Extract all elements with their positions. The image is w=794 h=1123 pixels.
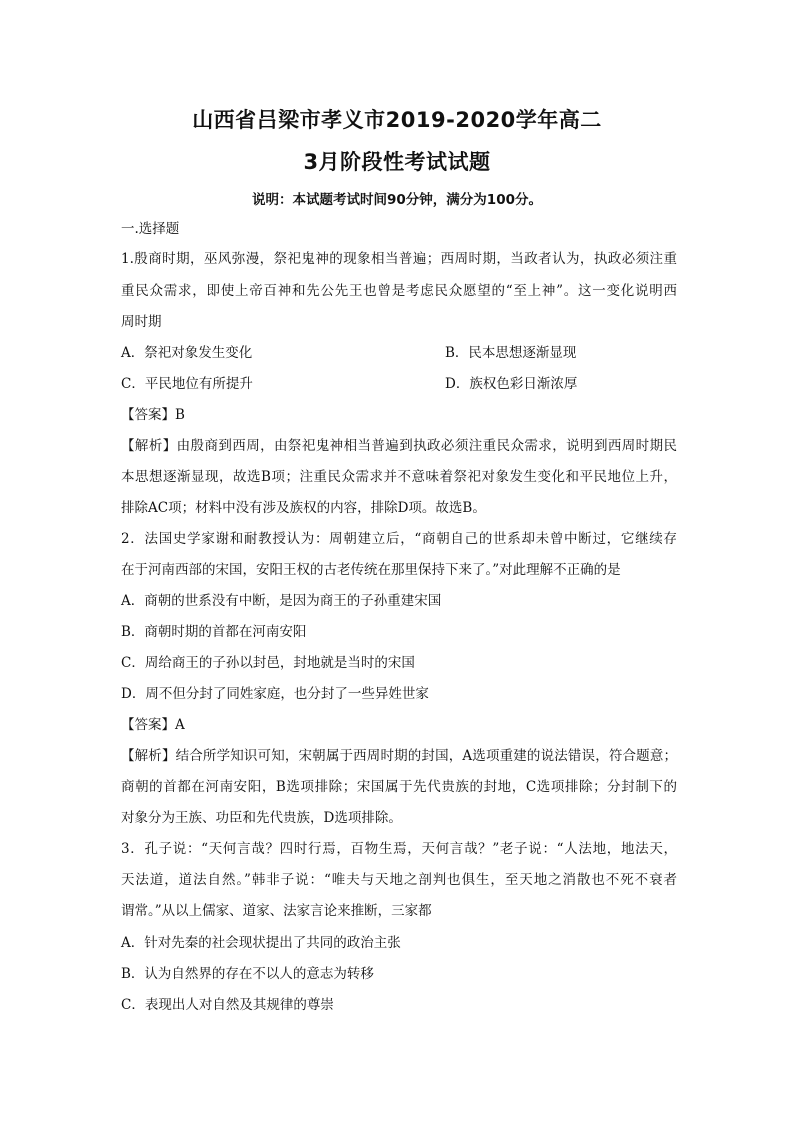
question-1-option-a: A．祭祀对象发生变化	[121, 345, 253, 361]
question-3-option-a: A．针对先秦的社会现状提出了共同的政治主张	[121, 935, 401, 951]
question-1-option-d: D．族权色彩日渐浓厚	[445, 376, 578, 392]
question-1-analysis-line-1: 【解析】由殷商到西周，由祭祀鬼神相当普遍到执政必须注重民众需求，说明到西周时期民	[121, 438, 677, 454]
question-2-option-b: B．商朝时期的首都在河南安阳	[121, 624, 307, 640]
question-2-line-2: 在于河南西部的宋国，安阳王权的古老传统在那里保持下来了。”对此理解不正确的是	[121, 562, 621, 578]
question-1-option-b: B．民本思想逐渐显现	[445, 345, 577, 361]
page-subtitle: 3月阶段性考试试题	[303, 150, 491, 174]
question-1-line-2: 重民众需求，即使上帝百神和先公先王也曾是考虑民众愿望的“至上神”。这一变化说明西	[121, 283, 677, 299]
question-2-option-c: C．周给商王的子孙以封邑，封地就是当时的宋国	[121, 655, 415, 671]
question-1-line-3: 周时期	[121, 314, 162, 330]
question-1-analysis-line-3: 排除AC项；材料中没有涉及族权的内容，排除D项。故选B。	[121, 500, 486, 516]
question-2-analysis-line-1: 【解析】结合所学知识可知，宋朝属于西周时期的封国，A选项重建的说法错误，符合题意；	[121, 748, 677, 764]
question-2-line-1: 2．法国史学家谢和耐教授认为：周朝建立后，“商朝自己的世系却未曾中断过，它继续存	[121, 531, 677, 547]
exam-note: 说明：本试题考试时间90分钟，满分为100分。	[252, 192, 542, 208]
question-3-line-2: 天法道，道法自然。”韩非子说：“唯夫与天地之剖判也俱生，至天地之消散也不死不衰者	[121, 872, 677, 888]
question-2-answer: 【答案】A	[121, 717, 185, 733]
page-title: 山西省吕梁市孝义市2019-2020学年高二	[192, 108, 602, 132]
question-2-option-d: D．周不但分封了同姓家庭，也分封了一些异姓世家	[121, 686, 429, 702]
question-2-analysis-line-3: 对象分为王族、功臣和先代贵族，D选项排除。	[121, 810, 402, 826]
question-1-option-c: C．平民地位有所提升	[121, 376, 253, 392]
section-heading: 一.选择题	[121, 221, 180, 237]
question-1-analysis-line-2: 本思想逐渐显现，故选B项；注重民众需求并不意味着祭祀对象发生变化和平民地位上升，	[121, 469, 677, 485]
question-2-analysis-line-2: 商朝的首都在河南安阳，B选项排除；宋国属于先代贵族的封地，C选项排除；分封制下的	[121, 779, 677, 795]
question-3-line-1: 3．孔子说：“天何言哉？四时行焉，百物生焉，天何言哉？”老子说：“人法地，地法天，	[121, 841, 677, 857]
question-3-option-c: C．表现出人对自然及其规律的尊崇	[121, 997, 334, 1013]
question-3-option-b: B．认为自然界的存在不以人的意志为转移	[121, 966, 374, 982]
question-2-option-a: A．商朝的世系没有中断，是因为商王的子孙重建宋国	[121, 593, 442, 609]
question-1-answer: 【答案】B	[121, 407, 185, 423]
question-1-line-1: 1.殷商时期，巫风弥漫，祭祀鬼神的现象相当普遍；西周时期，当政者认为，执政必须注重	[121, 251, 677, 267]
question-3-line-3: 谓常。”从以上儒家、道家、法家言论来推断，三家都	[121, 903, 432, 919]
